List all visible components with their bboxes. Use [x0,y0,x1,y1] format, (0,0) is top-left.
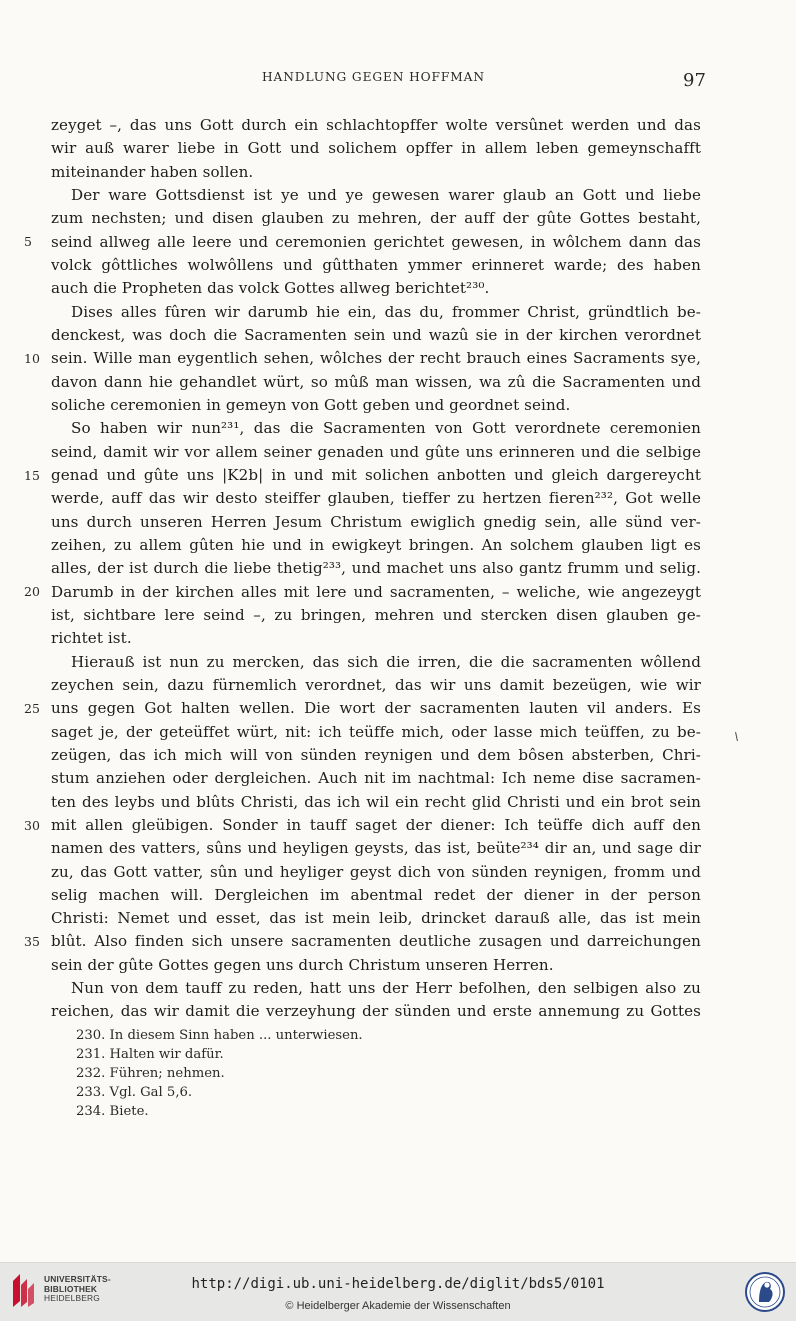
footnote: 233. Vgl. Gal 5,6. [76,1085,193,1100]
text-line: Nun von dem tauff zu reden, hatt uns der Herr befolhen, den selbigen also zu [71,979,701,998]
text-line: alles, der ist durch die liebe thetig²³³, und machet uns also gantz frumm und selig. [51,559,701,578]
text-line: volck gôttliches wolwôllens und gûtthaten ymmer erinneret warde; des haben [51,255,701,274]
library-name: UNIVERSITÄTS- BIBLIOTHEK HEIDELBERG [44,1274,111,1303]
copyright-notice: © Heidelberger Akademie der Wissenschaften [285,1300,511,1312]
text-line: saget je, der geteüffet würt, nit: ich teüffe mich, oder lasse mich teüffen, zu be- [51,722,701,741]
academy-seal-icon[interactable] [745,1270,785,1314]
text-line: sein. Wille man eygentlich sehen, wôlches der recht brauch eines Sacraments sye, [51,349,701,368]
text-line: stum anziehen oder dergleichen. Auch nit im nachtmal: Ich neme dise sacramen- [51,769,701,788]
text-line: genad und gûte uns |K2b| in und mit solichen anbotten und gleich dargereycht [51,465,701,484]
text-line: ist, sichtbare lere seind –, zu bringen, mehren und stercken disen glauben ge- [51,605,701,624]
text-line: wir auß warer liebe in Gott und solichem opffer in allem leben gemeynschafft [51,139,701,158]
text-line: ten des leybs und blûts Christi, das ich wil ein recht glid Christi und ein brot sein [51,792,701,811]
text-line: davon dann hie gehandlet würt, so mûß man wissen, wa zû die Sacramenten und [51,372,701,391]
text-line: werde, auff das wir desto steiffer glauben, tieffer zu hertzen fieren²³², Got welle [51,489,701,508]
body-text [51,114,701,1024]
text-line: sein der gûte Gottes gegen uns durch Christum unseren Herren. [51,955,554,974]
text-line: Christi: Nemet und esset, das ist mein leib, drincket darauß alle, das ist mein [51,909,701,928]
text-line: mit allen gleübigen. Sonder in tauff saget der diener: Ich teüffe dich auff den [51,815,701,834]
line-number: 15 [24,468,40,483]
footnote: 232. Führen; nehmen. [76,1066,225,1081]
text-line: Darumb in der kirchen alles mit lere und sacramenten, – weliche, wie angezeygt [51,582,701,601]
viewer-footer [0,1262,796,1321]
text-line: uns gegen Got halten wellen. Die wort der sacramenten lauten vil anders. Es [51,699,701,718]
text-line: zeychen sein, dazu fürnemlich verordnet, das wir uns damit bezeügen, wie wir [51,675,701,694]
text-line: Dises alles fûren wir darumb hie ein, das du, frommer Christ, gründtlich be- [71,302,701,321]
text-line: denckest, was doch die Sacramenten sein und wazû sie in der kirchen verordnet [51,325,701,344]
text-line: miteinander haben sollen. [51,162,254,181]
footnotes [76,1026,363,1121]
text-line: zeyget –, das uns Gott durch ein schlachtopffer wolte versûnet werden und das [51,116,701,134]
footnote: 230. In diesem Sinn haben ... unterwiesen. [76,1028,363,1043]
text-line: reichen, das wir damit die verzeyhung der sünden und erste annemung zu Gottes [51,1002,701,1021]
text-line: Der ware Gottsdienst ist ye und ye gewesen warer glaub an Gott und liebe [71,185,701,204]
line-number: 20 [24,584,40,599]
text-line: seind allweg alle leere und ceremonien gerichtet gewesen, in wôlchem dann das [51,232,701,251]
line-number: 35 [24,934,40,949]
permalink-url[interactable]: http://digi.ub.uni-heidelberg.de/diglit/bds5/0101 [191,1276,605,1292]
text-line: Hierauß ist nun zu mercken, das sich die irren, die die sacramenten wôllend [71,652,701,671]
text-line: seind, damit wir vor allem seiner genaden und gûte uns erinneren und die selbige [51,442,701,461]
text-line: zeihen, zu allem gûten hie und in ewigkeyt bringen. An solchem glauben ligt es [51,535,701,554]
text-line: soliche ceremonien in gemeyn von Gott geben und geordnet seind. [51,395,571,414]
text-line: So haben wir nun²³¹, das die Sacramenten von Gott verordnete ceremonien [71,419,701,438]
text-line: zum nechsten; und disen glauben zu mehren, der auff der gûte Gottes bestaht, [51,209,701,228]
text-line: richtet ist. [51,629,132,648]
text-line: namen des vatters, sûns und heyligen geysts, das ist, beüte²³⁴ dir an, und sage dir [51,839,701,858]
text-line: uns durch unseren Herren Jesum Christum ewiglich gnedig sein, alle sünd ver- [51,512,701,531]
margin-mark [735,732,738,741]
text-line: zeügen, das ich mich will von sünden reynigen und dem bôsen absterben, Chri- [51,745,701,764]
text-line: blût. Also finden sich unsere sacramenten deutliche zusagen und darreichungen [51,932,701,951]
line-number: 25 [24,701,40,716]
text-line: auch die Propheten das volck Gottes allweg berichtet²³⁰. [51,279,490,298]
footnote: 231. Halten wir dafür. [76,1047,224,1062]
line-number: 5 [24,234,32,249]
running-title: HANDLUNG GEGEN HOFFMAN [262,70,485,84]
line-number: 10 [24,351,40,366]
line-number: 30 [24,818,40,833]
text-line: selig machen will. Dergleichen im abentmal redet der diener in der person [51,885,701,904]
footnote: 234. Biete. [76,1104,149,1119]
page-number: 97 [683,70,706,91]
text-line: zu, das Gott vatter, sûn und heyliger geyst dich von sünden reynigen, fromm und [51,862,701,881]
